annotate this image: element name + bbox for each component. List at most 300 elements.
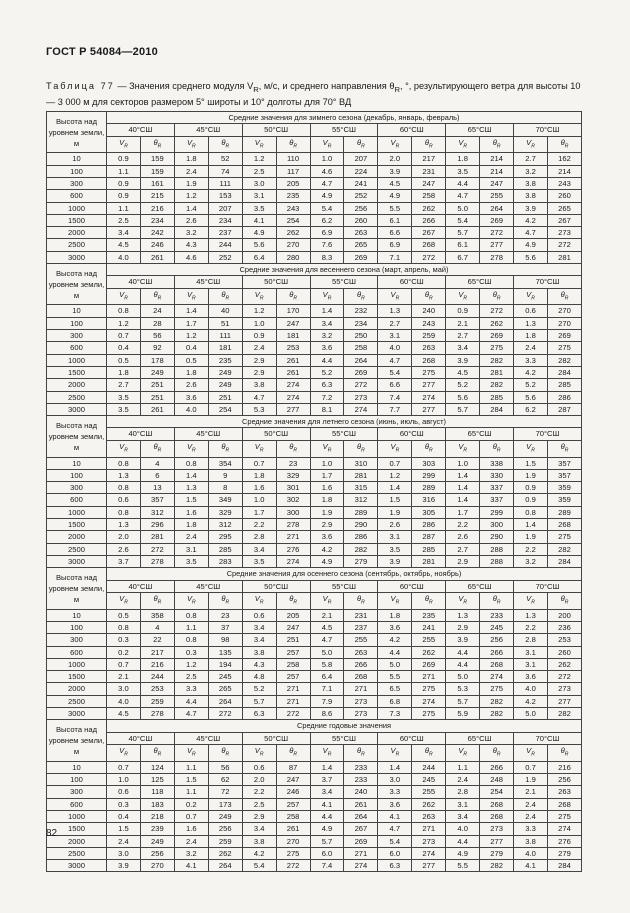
speed-value: 3.8 [242, 379, 276, 391]
direction-value: 181 [208, 342, 242, 354]
speed-value: 4.4 [310, 354, 344, 366]
speed-value: 1.0 [310, 457, 344, 469]
table-row [47, 251, 582, 263]
v-subscript: R [463, 751, 468, 758]
latitude-header: 45°СШ [174, 124, 242, 136]
speed-value: 4.6 [310, 165, 344, 177]
table-row [47, 634, 582, 646]
theta-subscript: R [429, 447, 433, 454]
speed-value: 4.2 [310, 543, 344, 555]
theta-subscript: R [564, 143, 569, 150]
height-value: 3000 [47, 251, 107, 263]
theta-r-header [140, 440, 174, 457]
speed-value: 1.3 [514, 609, 548, 621]
table-row [47, 379, 582, 391]
speed-value: 2.1 [514, 786, 548, 798]
direction-value: 272 [547, 239, 581, 251]
direction-value: 216 [140, 202, 174, 214]
speed-value: 6.5 [378, 683, 412, 695]
height-value: 2000 [47, 835, 107, 847]
theta-symbol: θ [221, 745, 226, 755]
direction-value: 255 [412, 786, 446, 798]
direction-value: 338 [480, 457, 514, 469]
speed-value: 1.0 [242, 494, 276, 506]
speed-value: 1.5 [378, 494, 412, 506]
height-value: 10 [47, 305, 107, 317]
speed-value: 6.3 [378, 860, 412, 872]
direction-value: 245 [480, 621, 514, 633]
height-value: 2500 [47, 695, 107, 707]
theta-symbol: θ [357, 593, 362, 603]
direction-value: 267 [344, 823, 378, 835]
direction-value: 246 [276, 786, 310, 798]
table-row [47, 683, 582, 695]
direction-value: 312 [140, 506, 174, 518]
theta-symbol: θ [492, 593, 497, 603]
speed-value: 1.3 [174, 482, 208, 494]
speed-value: 1.1 [174, 786, 208, 798]
latitude-row [47, 580, 582, 592]
speed-value: 5.6 [514, 251, 548, 263]
theta-r-header [140, 136, 174, 153]
direction-value: 288 [480, 555, 514, 567]
speed-value: 1.2 [107, 317, 141, 329]
speed-value: 4.1 [514, 860, 548, 872]
table-row [47, 469, 582, 481]
speed-value: 2.2 [446, 519, 480, 531]
theta-subscript: R [429, 143, 433, 150]
speed-value: 1.2 [242, 305, 276, 317]
speed-value: 2.8 [514, 634, 548, 646]
direction-value: 92 [140, 342, 174, 354]
speed-value: 0.8 [107, 621, 141, 633]
direction-value: 337 [480, 494, 514, 506]
speed-value: 2.7 [514, 153, 548, 165]
latitude-header: 45°СШ [174, 428, 242, 440]
direction-value: 207 [208, 202, 242, 214]
table-row [47, 810, 582, 822]
direction-value: 257 [276, 671, 310, 683]
v-subscript: R [192, 143, 196, 150]
direction-value: 275 [547, 342, 581, 354]
direction-value: 272 [276, 860, 310, 872]
direction-value: 245 [208, 671, 242, 683]
speed-value: 4.0 [378, 342, 412, 354]
direction-value: 4 [140, 621, 174, 633]
direction-value: 269 [344, 251, 378, 263]
height-value: 1000 [47, 202, 107, 214]
speed-value: 4.2 [378, 634, 412, 646]
speed-value: 5.2 [242, 683, 276, 695]
speed-value: 3.5 [242, 202, 276, 214]
direction-value: 62 [208, 774, 242, 786]
speed-value: 4.5 [446, 366, 480, 378]
height-value: 2500 [47, 391, 107, 403]
speed-value: 3.4 [107, 227, 141, 239]
theta-subscript: R [157, 751, 162, 758]
speed-value: 1.9 [378, 506, 412, 518]
v-symbol: V [254, 593, 260, 603]
speed-value: 0.8 [107, 482, 141, 494]
direction-value: 268 [547, 519, 581, 531]
direction-value: 200 [547, 609, 581, 621]
direction-value: 240 [344, 786, 378, 798]
direction-value: 262 [480, 317, 514, 329]
direction-value: 285 [547, 379, 581, 391]
speed-value: 2.5 [107, 214, 141, 226]
height-value: 300 [47, 330, 107, 342]
direction-value: 264 [344, 810, 378, 822]
direction-value: 272 [140, 543, 174, 555]
speed-value: 4.0 [514, 683, 548, 695]
v-symbol: V [254, 137, 260, 147]
latitude-header: 55°СШ [310, 580, 378, 592]
speed-value: 6.8 [378, 695, 412, 707]
v-subscript: R [124, 295, 128, 302]
speed-value: 3.8 [514, 190, 548, 202]
direction-value: 170 [276, 305, 310, 317]
speed-value: 2.6 [174, 379, 208, 391]
direction-value: 296 [140, 519, 174, 531]
speed-value: 1.1 [174, 621, 208, 633]
v-subscript: R [531, 751, 535, 758]
direction-value: 282 [480, 708, 514, 720]
latitude-header: 65°СШ [446, 580, 514, 592]
speed-value: 6.1 [446, 239, 480, 251]
theta-symbol: θ [153, 441, 158, 451]
direction-value: 282 [480, 354, 514, 366]
section-title-row [47, 416, 582, 428]
speed-value: 0.7 [107, 330, 141, 342]
speed-value: 2.5 [242, 798, 276, 810]
speed-value: 6.9 [378, 239, 412, 251]
speed-value: 0.4 [107, 810, 141, 822]
v-symbol: V [322, 289, 328, 299]
theta-r-header [276, 288, 310, 305]
v-subscript: R [531, 143, 535, 150]
v-r-header [378, 592, 412, 609]
speed-value: 2.4 [242, 342, 276, 354]
direction-value: 24 [140, 305, 174, 317]
direction-value: 273 [547, 683, 581, 695]
speed-value: 5.9 [446, 708, 480, 720]
v-subscript: R [531, 295, 535, 302]
direction-value: 272 [412, 251, 446, 263]
v-r-header [514, 744, 548, 761]
direction-value: 37 [208, 621, 242, 633]
direction-value: 6 [140, 469, 174, 481]
v-subscript: R [463, 143, 468, 150]
direction-value: 271 [276, 531, 310, 543]
direction-value: 271 [412, 823, 446, 835]
direction-value: 264 [208, 860, 242, 872]
direction-value: 282 [547, 354, 581, 366]
speed-value: 3.6 [378, 798, 412, 810]
v-r-header [174, 744, 208, 761]
direction-value: 354 [208, 457, 242, 469]
v-r-header [310, 288, 344, 305]
latitude-header: 60°СШ [378, 428, 446, 440]
theta-subscript: R [293, 751, 297, 758]
direction-value: 337 [480, 482, 514, 494]
speed-value: 3.5 [107, 403, 141, 415]
direction-value: 310 [344, 457, 378, 469]
direction-value: 287 [547, 403, 581, 415]
table-row [47, 621, 582, 633]
direction-value: 273 [547, 227, 581, 239]
direction-value: 183 [140, 798, 174, 810]
speed-value: 4.7 [174, 708, 208, 720]
speed-value: 2.5 [242, 165, 276, 177]
latitude-header: 55°СШ [310, 732, 378, 744]
speed-value: 4.0 [107, 251, 141, 263]
direction-value: 299 [412, 469, 446, 481]
theta-symbol: θ [153, 593, 158, 603]
theta-symbol: θ [153, 289, 158, 299]
speed-value: 0.9 [107, 190, 141, 202]
v-symbol: V [458, 745, 464, 755]
latitude-header: 70°СШ [514, 732, 582, 744]
direction-value: 237 [208, 227, 242, 239]
speed-value: 5.7 [242, 695, 276, 707]
direction-value: 286 [547, 391, 581, 403]
speed-value: 0.5 [174, 354, 208, 366]
direction-value: 265 [547, 202, 581, 214]
direction-value: 268 [412, 239, 446, 251]
direction-value: 235 [412, 609, 446, 621]
height-value: 1500 [47, 519, 107, 531]
direction-value: 262 [412, 646, 446, 658]
speed-value: 4.2 [514, 214, 548, 226]
v-symbol: V [526, 137, 532, 147]
direction-value: 264 [344, 354, 378, 366]
direction-value: 205 [276, 609, 310, 621]
direction-value: 248 [480, 774, 514, 786]
speed-value: 0.7 [107, 761, 141, 773]
speed-value: 3.2 [174, 227, 208, 239]
height-value: 600 [47, 342, 107, 354]
speed-value: 4.8 [242, 671, 276, 683]
speed-value: 3.2 [310, 330, 344, 342]
theta-subscript: R [293, 143, 297, 150]
theta-r-header [480, 744, 514, 761]
speed-value: 2.7 [107, 379, 141, 391]
v-r-header [446, 592, 480, 609]
theta-subscript: R [496, 143, 501, 150]
speed-value: 6.3 [242, 708, 276, 720]
caption-text-1: — Значения среднего модуля V [114, 81, 254, 91]
direction-value: 330 [480, 469, 514, 481]
speed-value: 3.3 [514, 823, 548, 835]
direction-value: 241 [412, 621, 446, 633]
theta-r-header [344, 136, 378, 153]
direction-value: 233 [344, 774, 378, 786]
height-value: 10 [47, 609, 107, 621]
speed-value: 0.8 [174, 634, 208, 646]
speed-value: 3.5 [446, 165, 480, 177]
speed-value: 1.5 [514, 457, 548, 469]
theta-subscript: R [157, 295, 162, 302]
speed-value: 2.4 [174, 165, 208, 177]
speed-value: 3.5 [378, 543, 412, 555]
theta-subscript: R [429, 295, 433, 302]
direction-value: 252 [344, 190, 378, 202]
direction-value: 271 [276, 683, 310, 695]
v-subscript: R [395, 751, 400, 758]
height-value: 1500 [47, 366, 107, 378]
theta-symbol: θ [221, 289, 226, 299]
speed-value: 4.1 [242, 214, 276, 226]
direction-value: 269 [480, 214, 514, 226]
direction-value: 249 [208, 366, 242, 378]
theta-symbol: θ [153, 745, 158, 755]
direction-value: 252 [208, 251, 242, 263]
direction-value: 118 [140, 786, 174, 798]
height-value: 1000 [47, 810, 107, 822]
direction-value: 240 [412, 305, 446, 317]
v-r-header [514, 288, 548, 305]
speed-value: 1.7 [174, 317, 208, 329]
speed-value: 1.3 [378, 305, 412, 317]
direction-value: 284 [547, 860, 581, 872]
v-symbol: V [119, 745, 125, 755]
height-value: 600 [47, 494, 107, 506]
direction-value: 262 [276, 227, 310, 239]
theta-r-header [480, 136, 514, 153]
speed-value: 1.4 [446, 469, 480, 481]
latitude-header: 60°СШ [378, 580, 446, 592]
direction-value: 262 [208, 847, 242, 859]
v-r-header [446, 136, 480, 153]
table-row [47, 457, 582, 469]
height-value: 1500 [47, 671, 107, 683]
speed-value: 4.7 [242, 391, 276, 403]
direction-value: 254 [276, 214, 310, 226]
speed-value: 4.5 [107, 708, 141, 720]
v-symbol: V [390, 441, 396, 451]
speed-value: 5.6 [242, 239, 276, 251]
v-subscript: R [327, 143, 332, 150]
speed-value: 2.5 [174, 671, 208, 683]
height-header-cell: Высота над уровнем земли, м [47, 264, 107, 305]
direction-value: 269 [547, 330, 581, 342]
table-row [47, 708, 582, 720]
theta-r-header [208, 136, 242, 153]
speed-value: 0.6 [514, 305, 548, 317]
speed-value: 1.7 [310, 469, 344, 481]
v-symbol: V [322, 745, 328, 755]
theta-subscript: R [225, 751, 230, 758]
direction-value: 285 [412, 543, 446, 555]
direction-value: 268 [480, 798, 514, 810]
theta-subscript: R [293, 295, 297, 302]
v-symbol: V [526, 441, 532, 451]
direction-value: 286 [412, 519, 446, 531]
direction-value: 258 [344, 342, 378, 354]
theta-subscript: R [361, 751, 365, 758]
speed-value: 5.4 [378, 835, 412, 847]
direction-value: 284 [547, 366, 581, 378]
direction-value: 263 [412, 342, 446, 354]
speed-value: 1.4 [310, 305, 344, 317]
speed-value: 4.9 [310, 190, 344, 202]
speed-value: 0.2 [107, 646, 141, 658]
height-value: 600 [47, 798, 107, 810]
speed-value: 1.3 [514, 317, 548, 329]
latitude-header: 65°СШ [446, 124, 514, 136]
height-value: 3000 [47, 555, 107, 567]
latitude-header: 70°СШ [514, 428, 582, 440]
speed-value: 3.1 [514, 646, 548, 658]
speed-value: 1.4 [378, 482, 412, 494]
direction-value: 266 [480, 646, 514, 658]
speed-value: 4.0 [446, 823, 480, 835]
speed-value: 3.8 [242, 835, 276, 847]
speed-value: 3.3 [378, 786, 412, 798]
speed-value: 4.4 [446, 646, 480, 658]
direction-value: 256 [547, 774, 581, 786]
direction-value: 264 [208, 695, 242, 707]
direction-value: 282 [480, 860, 514, 872]
speed-value: 6.2 [514, 403, 548, 415]
v-subscript: R [395, 447, 400, 454]
speed-value: 0.5 [107, 609, 141, 621]
direction-value: 274 [412, 847, 446, 859]
direction-value: 162 [547, 153, 581, 165]
direction-value: 72 [208, 786, 242, 798]
speed-value: 3.6 [310, 342, 344, 354]
direction-value: 299 [480, 506, 514, 518]
speed-value: 0.4 [107, 342, 141, 354]
speed-value: 3.9 [378, 165, 412, 177]
direction-value: 329 [276, 469, 310, 481]
v-r-header [107, 288, 141, 305]
latitude-header: 40°СШ [107, 276, 175, 288]
direction-value: 278 [140, 555, 174, 567]
speed-value: 1.4 [174, 305, 208, 317]
theta-symbol: θ [221, 137, 226, 147]
v-r-header [107, 136, 141, 153]
speed-value: 1.9 [174, 178, 208, 190]
direction-value: 271 [276, 695, 310, 707]
v-r-header [242, 136, 276, 153]
direction-value: 263 [547, 786, 581, 798]
direction-value: 300 [480, 519, 514, 531]
direction-value: 271 [344, 847, 378, 859]
latitude-header: 50°СШ [242, 276, 310, 288]
direction-value: 267 [412, 227, 446, 239]
direction-value: 290 [480, 531, 514, 543]
table-row [47, 403, 582, 415]
direction-value: 274 [547, 823, 581, 835]
v-subscript: R [124, 599, 128, 606]
direction-value: 281 [140, 531, 174, 543]
latitude-header: 70°СШ [514, 580, 582, 592]
direction-value: 277 [412, 403, 446, 415]
speed-value: 2.4 [174, 531, 208, 543]
v-r-header [378, 288, 412, 305]
table-row [47, 761, 582, 773]
speed-value: 1.4 [446, 494, 480, 506]
direction-value: 159 [140, 165, 174, 177]
theta-symbol: θ [560, 289, 565, 299]
v-subscript: R [531, 447, 535, 454]
speed-value: 8.3 [310, 251, 344, 263]
theta-subscript: R [225, 599, 230, 606]
speed-value: 3.4 [310, 786, 344, 798]
direction-value: 270 [547, 317, 581, 329]
speed-value: 3.9 [107, 860, 141, 872]
